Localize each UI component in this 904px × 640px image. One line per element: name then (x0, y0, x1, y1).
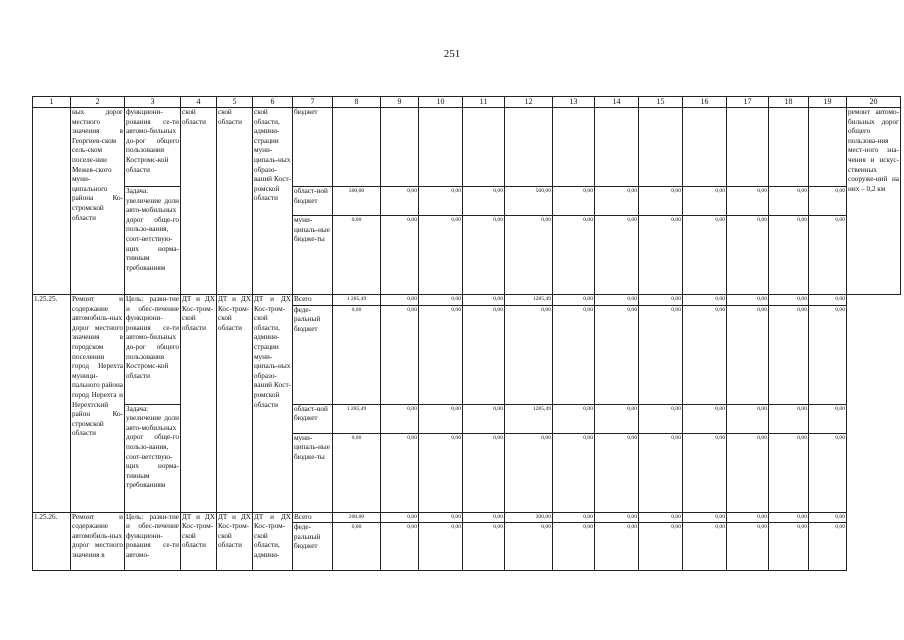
amount-cell: 0,00 (381, 523, 419, 571)
amount-cell: 0,00 (419, 512, 463, 523)
participants-cell: ДТ и ДХ Кос-тром-ской области, админи-страции муни-ципаль-ных образо-ваний Кост-ромской области (253, 295, 293, 513)
amount-cell: 0,00 (639, 433, 683, 512)
table-row (33, 512, 901, 523)
amount-cell: 0,00 (419, 404, 463, 433)
amount-cell: 0,00 (505, 305, 553, 404)
budget-source-cell: Всего (293, 512, 333, 523)
amount-cell: 0,00 (727, 305, 769, 404)
amount-cell: 0,00 (639, 187, 683, 216)
amount-cell: 500,00 (333, 187, 381, 216)
amount-cell: 0,00 (769, 187, 809, 216)
executor-cell: ской области (181, 108, 217, 295)
amount-cell (419, 108, 463, 187)
executor-cell: ДТ и ДХ Кос-тром-ской области (181, 512, 217, 571)
amount-cell: 0,00 (769, 512, 809, 523)
amount-cell: 0,00 (595, 523, 639, 571)
amount-cell: 0,00 (463, 404, 505, 433)
amount-cell: 0,00 (463, 216, 505, 295)
amount-cell: 0,00 (333, 216, 381, 295)
amount-cell: 0,00 (683, 433, 727, 512)
amount-cell: 0,00 (809, 523, 847, 571)
column-number-16: 16 (683, 97, 727, 108)
amount-cell (809, 108, 847, 187)
budget-source-cell: феде-ральный бюджет (293, 305, 333, 404)
amount-cell: 0,00 (419, 216, 463, 295)
amount-cell: 0,00 (463, 512, 505, 523)
amount-cell: 0,00 (683, 305, 727, 404)
amount-cell: 0,00 (809, 305, 847, 404)
amount-cell: 0,00 (463, 187, 505, 216)
amount-cell: 0,00 (553, 305, 595, 404)
amount-cell: 0,00 (419, 187, 463, 216)
customer-cell: ДТ и ДХ Кос-тром-ской области (217, 295, 253, 513)
table-row (33, 108, 901, 187)
amount-cell: 200,00 (505, 512, 553, 523)
amount-cell (505, 108, 553, 187)
amount-cell (769, 108, 809, 187)
amount-cell: 0,00 (639, 404, 683, 433)
column-number-5: 5 (217, 97, 253, 108)
amount-cell: 0,00 (463, 433, 505, 512)
amount-cell: 0,00 (553, 512, 595, 523)
goal-cell: функциони-рования се-ти автомо-бильных до-рог общего пользования Костромс-кой области (125, 108, 181, 187)
amount-cell: 0,00 (683, 187, 727, 216)
amount-cell: 0,00 (769, 404, 809, 433)
column-number-2: 2 (71, 97, 125, 108)
amount-cell: 0,00 (727, 295, 769, 306)
executor-cell: ДТ и ДХ Кос-тром-ской области (181, 295, 217, 513)
column-number-11: 11 (463, 97, 505, 108)
amount-cell: 0,00 (595, 512, 639, 523)
amount-cell: 0,00 (381, 512, 419, 523)
amount-cell: 1 285,49 (333, 295, 381, 306)
goal-cell: Цель: разви-тие и обес-печение функциони-рования се-ти автомо-бильных до-рог общего пользования Костромс-кой области (125, 295, 181, 405)
column-number-14: 14 (595, 97, 639, 108)
column-number-17: 17 (727, 97, 769, 108)
customer-cell: ской области (217, 108, 253, 295)
table-row (33, 295, 901, 306)
amount-cell: 0,00 (333, 433, 381, 512)
goal-cell: Цель: разви-тие и обес-печение функциони-рования се-ти автомо- (125, 512, 181, 571)
amount-cell (381, 108, 419, 187)
column-number-7: 7 (293, 97, 333, 108)
amount-cell: 0,00 (381, 187, 419, 216)
amount-cell: 0,00 (683, 523, 727, 571)
amount-cell (639, 108, 683, 187)
amount-cell: 0,00 (595, 216, 639, 295)
amount-cell: 1 285,49 (333, 404, 381, 433)
column-number-4: 4 (181, 97, 217, 108)
amount-cell: 0,00 (505, 216, 553, 295)
amount-cell: 0,00 (683, 404, 727, 433)
amount-cell: 0,00 (727, 404, 769, 433)
column-number-8: 8 (333, 97, 381, 108)
amount-cell: 0,00 (683, 295, 727, 306)
amount-cell: 0,00 (595, 433, 639, 512)
column-number-20: 20 (847, 97, 901, 108)
amount-cell: 0,00 (553, 216, 595, 295)
amount-cell: 0,00 (553, 295, 595, 306)
amount-cell: 0,00 (769, 433, 809, 512)
amount-cell (595, 108, 639, 187)
amount-cell (683, 108, 727, 187)
amount-cell: 0,00 (727, 187, 769, 216)
amount-cell: 0,00 (727, 523, 769, 571)
amount-cell: 0,00 (809, 433, 847, 512)
amount-cell (553, 108, 595, 187)
amount-cell: 0,00 (809, 512, 847, 523)
amount-cell: 0,00 (769, 523, 809, 571)
table-row (33, 187, 901, 216)
amount-cell: 200,00 (333, 512, 381, 523)
customer-cell: ДТ и ДХ Кос-тром-ской области (217, 512, 253, 571)
budget-source-cell: феде-ральный бюджет (293, 523, 333, 571)
amount-cell: 0,00 (463, 295, 505, 306)
amount-cell: 1285,49 (505, 404, 553, 433)
task-cell: Задача: увеличение доли авто-мобильных дорог обще-го пользо-вания, соот-ветствую-щих норма-тивным требованиям (125, 404, 181, 512)
object-name-cell: Ремонт и содержание автомобиль-ных дорог местного значения в городском поселении город Нерехта муници-пального района город Нерехта и Нерехтский район Ко-стромской области (71, 295, 125, 513)
column-number-12: 12 (505, 97, 553, 108)
amount-cell: 0,00 (809, 187, 847, 216)
amount-cell: 0,00 (333, 523, 381, 571)
amount-cell: 0,00 (639, 216, 683, 295)
budget-source-cell: област-ной бюджет (293, 404, 333, 433)
amount-cell: 0,00 (727, 216, 769, 295)
row-number-cell (33, 108, 71, 295)
amount-cell: 0,00 (381, 404, 419, 433)
page-number: 251 (443, 48, 461, 60)
amount-cell: 0,00 (505, 523, 553, 571)
column-number-1: 1 (33, 97, 71, 108)
column-number-row (33, 97, 901, 108)
row-number-cell: 1.25.25. (33, 295, 71, 513)
amount-cell: 0,00 (769, 295, 809, 306)
amount-cell: 0,00 (553, 433, 595, 512)
column-number-18: 18 (769, 97, 809, 108)
budget-source-cell: муни-ципаль-ные бюдже-ты (293, 216, 333, 295)
column-number-19: 19 (809, 97, 847, 108)
amount-cell: 0,00 (553, 404, 595, 433)
amount-cell: 0,00 (419, 523, 463, 571)
row-number-cell: 1.25.26. (33, 512, 71, 571)
amount-cell: 0,00 (809, 295, 847, 306)
amount-cell: 0,00 (769, 305, 809, 404)
amount-cell: 0,00 (463, 523, 505, 571)
amount-cell: 0,00 (639, 523, 683, 571)
amount-cell (727, 108, 769, 187)
amount-cell: 0,00 (419, 295, 463, 306)
amount-cell: 0,00 (381, 216, 419, 295)
amount-cell: 0,00 (333, 305, 381, 404)
amount-cell: 0,00 (639, 512, 683, 523)
amount-cell: 0,00 (595, 187, 639, 216)
amount-cell: 0,00 (683, 216, 727, 295)
amount-cell: 0,00 (683, 512, 727, 523)
budget-source-cell: Всего (293, 295, 333, 306)
amount-cell: 0,00 (553, 187, 595, 216)
table-row (33, 404, 901, 433)
amount-cell: 0,00 (727, 512, 769, 523)
participants-cell: ДТ и ДХ Кос-тром-ской области, админи- (253, 512, 293, 571)
amount-cell: 0,00 (727, 433, 769, 512)
result-cell: ремонт автомо-бильных дорог общего пользова-ния мест-ного зна-чения и искус-ственных сооруже-ний на них – 0,2 км (847, 108, 901, 295)
amount-cell: 0,00 (505, 433, 553, 512)
amount-cell: 0,00 (381, 295, 419, 306)
budget-table (32, 96, 901, 571)
object-name-cell: Ремонт и содержание автомобиль-ных дорог местного значения в (71, 512, 125, 571)
amount-cell: 0,00 (553, 523, 595, 571)
column-number-3: 3 (125, 97, 181, 108)
amount-cell: 0,00 (639, 305, 683, 404)
amount-cell: 1285,49 (505, 295, 553, 306)
column-number-6: 6 (253, 97, 293, 108)
budget-source-cell: бюджет (293, 108, 333, 187)
column-number-13: 13 (553, 97, 595, 108)
amount-cell: 0,00 (639, 295, 683, 306)
amount-cell: 500,00 (505, 187, 553, 216)
amount-cell: 0,00 (595, 305, 639, 404)
column-number-15: 15 (639, 97, 683, 108)
amount-cell: 0,00 (595, 404, 639, 433)
amount-cell: 0,00 (809, 216, 847, 295)
amount-cell: 0,00 (381, 433, 419, 512)
task-cell: Задача: увеличение доли авто-мобильных дорог обще-го пользо-вания, соот-ветствую-щих норма-тивным требованиям (125, 187, 181, 295)
amount-cell: 0,00 (419, 433, 463, 512)
column-number-9: 9 (381, 97, 419, 108)
object-name-cell: ных дорог местного значения в Георгиев-ском сель-ском поселе-нии Межев-ского муни-ципального района Ко-стромской области (71, 108, 125, 295)
amount-cell: 0,00 (419, 305, 463, 404)
budget-source-cell: муни-ципаль-ные бюдже-ты (293, 433, 333, 512)
amount-cell: 0,00 (769, 216, 809, 295)
column-number-10: 10 (419, 97, 463, 108)
amount-cell: 0,00 (809, 404, 847, 433)
participants-cell: ской области, админи-страции муни-ципаль-ных образо-ваний Кост-ромской области (253, 108, 293, 295)
amount-cell (333, 108, 381, 187)
budget-source-cell: област-ной бюджет (293, 187, 333, 216)
amount-cell (463, 108, 505, 187)
amount-cell: 0,00 (463, 305, 505, 404)
amount-cell: 0,00 (381, 305, 419, 404)
amount-cell: 0,00 (595, 295, 639, 306)
